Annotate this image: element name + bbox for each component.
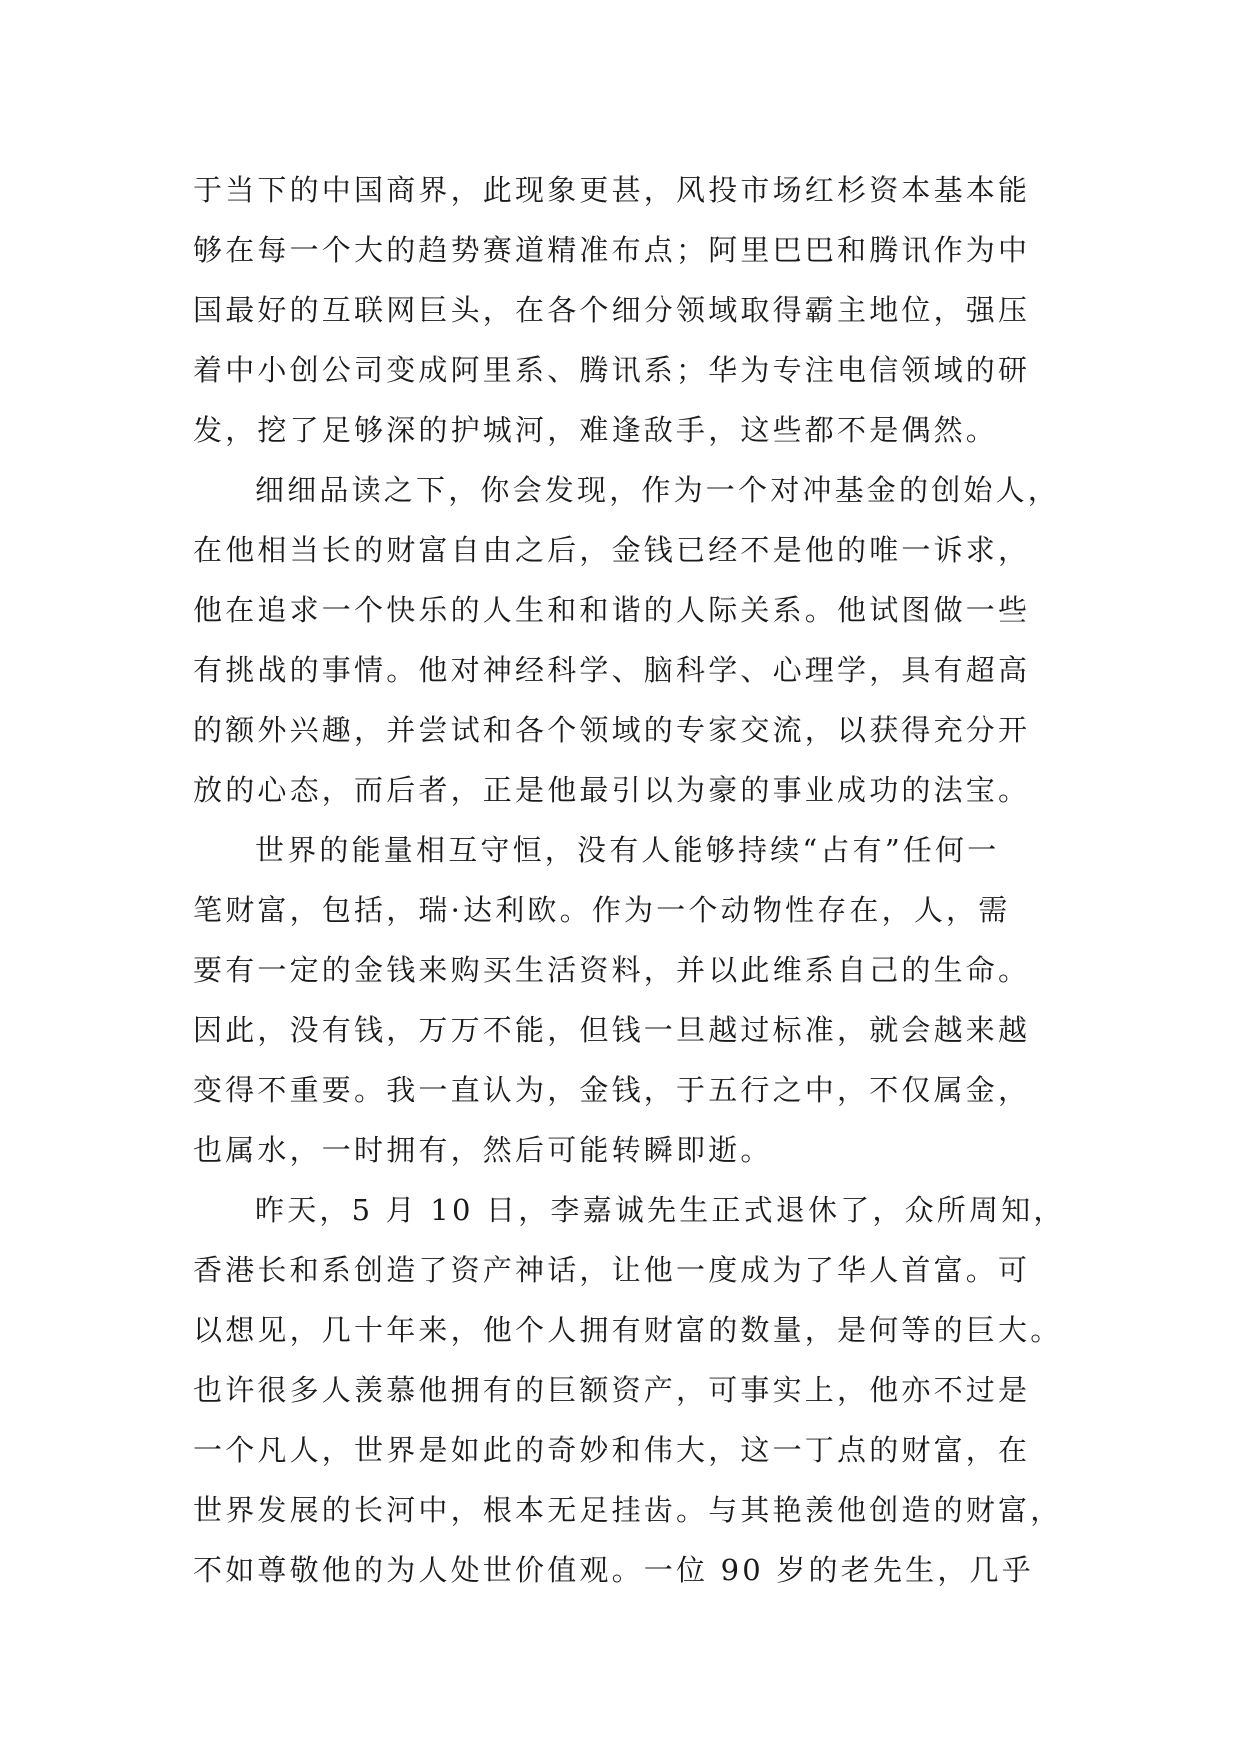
text-line: 也属水，一时拥有，然后可能转瞬即逝。 (193, 1133, 773, 1167)
text-line: 世界发展的长河中，根本无足挂齿。与其艳羡他创造的财富， (193, 1493, 1063, 1527)
text-line: 于当下的中国商界，此现象更甚，风投市场红杉资本基本能 (193, 173, 1031, 207)
text-line: 不如尊敬他的为人处世价值观。一位 90 岁的老先生，几乎 (193, 1553, 1034, 1587)
paragraph-first-line: 昨天，5 月 10 日，李嘉诚先生正式退休了，众所周知， (255, 1193, 1066, 1227)
text-line: 有挑战的事情。他对神经科学、脑科学、心理学，具有超高 (193, 653, 1031, 687)
text-line: 因此，没有钱，万万不能，但钱一旦越过标准，就会越来越 (193, 1013, 1031, 1047)
text-line: 在他相当长的财富自由之后，金钱已经不是他的唯一诉求， (193, 533, 1031, 567)
text-line: 国最好的互联网巨头，在各个细分领域取得霸主地位，强压 (193, 293, 1031, 327)
text-line: 够在每一个大的趋势赛道精准布点；阿里巴巴和腾讯作为中 (193, 233, 1031, 267)
text-line: 他在追求一个快乐的人生和和谐的人际关系。他试图做一些 (193, 593, 1031, 627)
text-line: 也许很多人羡慕他拥有的巨额资产，可事实上，他亦不过是 (193, 1373, 1031, 1407)
paragraph-first-line: 细细品读之下，你会发现，作为一个对冲基金的创始人， (255, 473, 1061, 507)
text-line: 以想见，几十年来，他个人拥有财富的数量，是何等的巨大。 (193, 1313, 1063, 1347)
paragraph-first-line: 世界的能量相互守恒，没有人能够持续“占有”任何一 (255, 833, 1000, 867)
text-line: 要有一定的金钱来购买生活资料，并以此维系自己的生命。 (193, 953, 1031, 987)
text-line: 发，挖了足够深的护城河，难逢敌手，这些都不是偶然。 (193, 413, 999, 447)
text-line: 的额外兴趣，并尝试和各个领域的专家交流，以获得充分开 (193, 713, 1031, 747)
text-line: 放的心态，而后者，正是他最引以为豪的事业成功的法宝。 (193, 773, 1031, 807)
document-body (193, 160, 1066, 1600)
text-line: 笔财富，包括，瑞·达利欧。作为一个动物性存在，人，需 (193, 893, 1011, 927)
text-line: 变得不重要。我一直认为，金钱，于五行之中，不仅属金， (193, 1073, 1031, 1107)
text-line: 一个凡人，世界是如此的奇妙和伟大，这一丁点的财富，在 (193, 1433, 1031, 1467)
text-line: 着中小创公司变成阿里系、腾讯系；华为专注电信领域的研 (193, 353, 1031, 387)
text-line: 香港长和系创造了资产神话，让他一度成为了华人首富。可 (193, 1253, 1031, 1287)
